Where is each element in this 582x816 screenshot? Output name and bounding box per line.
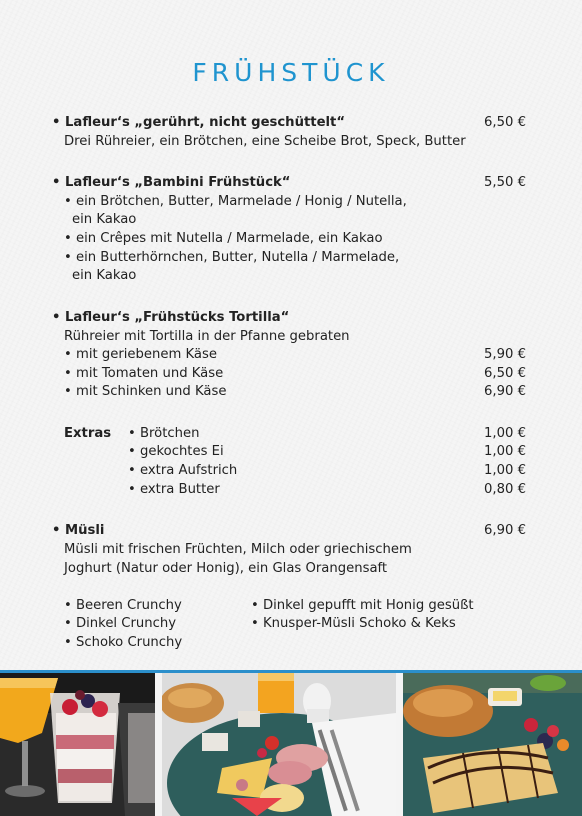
tortilla-option: • mit geriebenem Käse	[64, 347, 218, 362]
tortilla-option: • mit Schinken und Käse	[64, 384, 227, 399]
item-bambini-name: • Lafleur‘s „Bambini Frühstück“	[52, 175, 291, 190]
extras-option: • Brötchen	[128, 426, 200, 441]
extras-option: • gekochtes Ei	[128, 444, 224, 459]
extras-option: • extra Butter	[128, 482, 220, 497]
page-title: FRÜHSTÜCK	[192, 58, 390, 87]
item-bambini-price: 5,50 €	[484, 175, 526, 190]
extras-option-price: 0,80 €	[484, 482, 526, 497]
item-geruehrt-desc: Drei Rühreier, ein Brötchen, eine Scheibe Brot, Speck, Butter	[64, 134, 466, 149]
tortilla-option-price: 6,90 €	[484, 384, 526, 399]
muesli-option: • Dinkel Crunchy	[64, 616, 177, 631]
muesli-option: • Schoko Crunchy	[64, 635, 183, 650]
item-muesli-name: • Müsli	[52, 523, 105, 538]
item-bambini-line: ein Kakao	[72, 212, 137, 227]
extras-heading: Extras	[64, 426, 112, 441]
item-tortilla-desc: Rühreier mit Tortilla in der Pfanne gebraten	[64, 329, 350, 344]
extras-option: • extra Aufstrich	[128, 463, 238, 478]
item-muesli-desc: Joghurt (Natur oder Honig), ein Glas Orangensaft	[64, 561, 388, 576]
muesli-option: • Dinkel gepufft mit Honig gesüßt	[251, 598, 474, 613]
item-bambini-line: • ein Crêpes mit Nutella / Marmelade, ein Kakao	[64, 231, 383, 246]
tortilla-option-price: 5,90 €	[484, 347, 526, 362]
item-bambini-line: • ein Butterhörnchen, Butter, Nutella / Marmelade,	[64, 250, 400, 265]
crepes-plate-photo	[403, 673, 582, 816]
muesli-option: • Beeren Crunchy	[64, 598, 182, 613]
extras-option-price: 1,00 €	[484, 463, 526, 478]
item-muesli-price: 6,90 €	[484, 523, 526, 538]
tortilla-option-price: 6,50 €	[484, 366, 526, 381]
item-geruehrt-name: • Lafleur‘s „gerührt, nicht geschüttelt“	[52, 115, 346, 130]
tortilla-option: • mit Tomaten und Käse	[64, 366, 224, 381]
item-bambini-line: ein Kakao	[72, 268, 137, 283]
muesli-photo	[0, 673, 155, 816]
muesli-option: • Knusper-Müsli Schoko & Keks	[251, 616, 456, 631]
item-bambini-line: • ein Brötchen, Butter, Marmelade / Honig / Nutella,	[64, 194, 407, 209]
item-muesli-desc: Müsli mit frischen Früchten, Milch oder griechischem	[64, 542, 412, 557]
item-geruehrt-price: 6,50 €	[484, 115, 526, 130]
extras-option-price: 1,00 €	[484, 426, 526, 441]
breakfast-plate-photo	[162, 673, 396, 816]
extras-option-price: 1,00 €	[484, 444, 526, 459]
item-tortilla-name: • Lafleur‘s „Frühstücks Tortilla“	[52, 310, 290, 325]
